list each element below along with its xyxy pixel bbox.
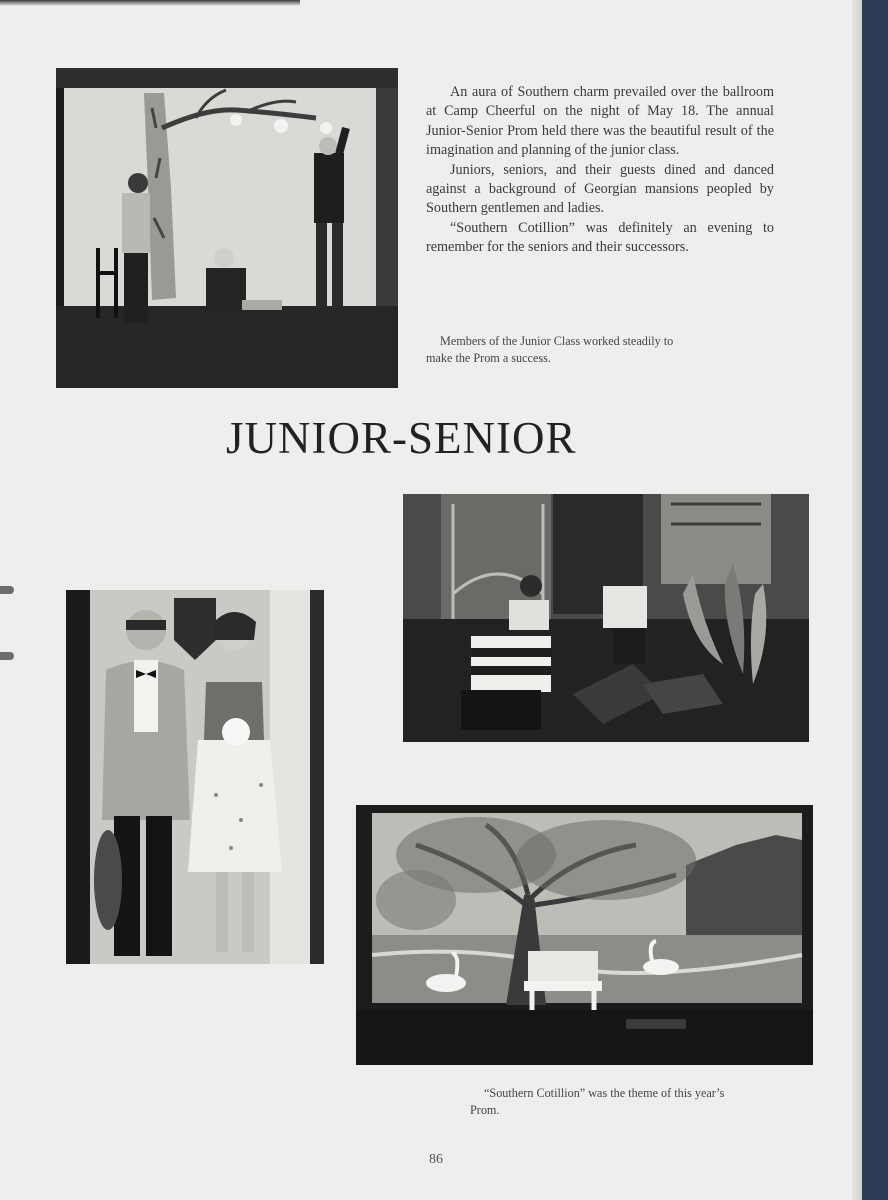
photo-making-decorations	[403, 494, 809, 742]
article-body	[426, 83, 774, 258]
page-edge	[852, 0, 862, 1200]
photo-prom-couple	[66, 590, 324, 964]
page-title: JUNIOR-SENIOR	[226, 413, 577, 463]
article-paragraph: “Southern Cotillion” was definitely an evening to remember for the seniors and their successors.	[426, 219, 774, 256]
binder-clip	[0, 586, 14, 594]
page-number: 86	[429, 1152, 443, 1167]
photo-juniors-decorating	[56, 68, 398, 388]
article-paragraph: Juniors, seniors, and their guests dined and danced against a background of Georgian mansions peopled by Southern gentlemen and ladies.	[426, 161, 774, 217]
binder-clip	[0, 652, 14, 660]
caption-decorating: Members of the Junior Class worked steadily to make the Prom a success.	[426, 334, 674, 365]
photo-cotillion-mural	[356, 805, 813, 1065]
top-shadow	[0, 0, 300, 6]
article-paragraph: An aura of Southern charm prevailed over the ballroom at Camp Cheerful on the night of May 18. The annual Junior-Senior Prom held there was the beautiful result of the imagination and planning of the junior class.	[426, 84, 774, 159]
caption-mural: “Southern Cotillion” was the theme of this year’s Prom.	[470, 1086, 725, 1117]
